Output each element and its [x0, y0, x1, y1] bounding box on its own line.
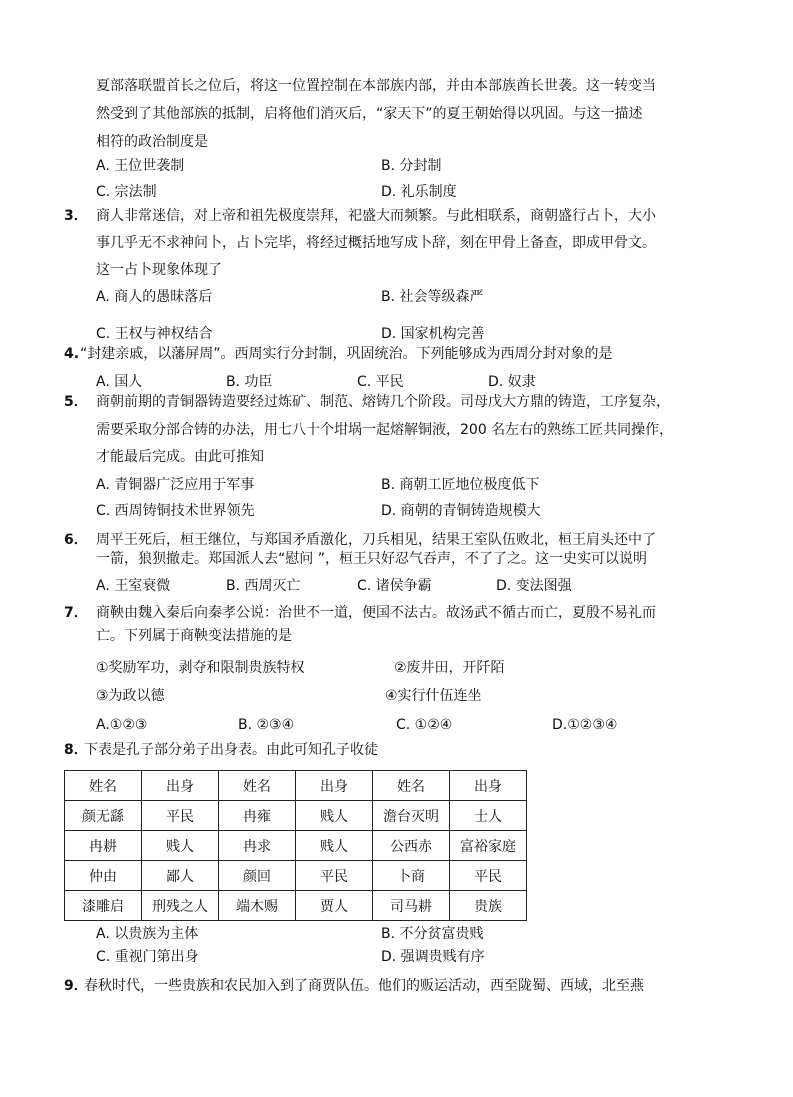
q2-line-2: 然受到了其他部族的抵制，启将他们消灭后，“家天下”的夏王朝始得以巩固。与这一描述 [96, 106, 643, 122]
q2-line-1: 夏部落联盟首长之位后，将这一位置控制在本部族内部，并由本部族酋长世袭。这一转变当 [96, 78, 656, 94]
q4-option-d: D. 奴隶 [488, 374, 536, 390]
q3-option-d: D. 国家机构完善 [381, 326, 485, 342]
q2-option-c: C. 宗法制 [96, 184, 157, 200]
q3-option-a: A. 商人的愚昧落后 [96, 289, 213, 305]
q9-line-1: 春秋时代，一些贵族和农民加入到了商贾队伍。他们的贩运活动，西至陇蜀、西域，北至燕 [84, 978, 644, 994]
q4-option-a: A. 国人 [96, 374, 143, 390]
q8-option-d: D. 强调贵贱有序 [381, 949, 485, 965]
q4-option-c: C. 平民 [357, 374, 404, 390]
table-cell: 刑残之人 [142, 891, 219, 921]
table-cell: 颜回 [219, 861, 296, 891]
q6-option-c: C. 诸侯争霸 [357, 578, 432, 594]
q6-line-2: 一箭，狼狈撤走。郑国派人去“慰问 ”，桓王只好忍气吞声，不了了之。这一史实可以说明 [96, 551, 647, 567]
table-row [65, 861, 527, 891]
table-cell: 冉雍 [219, 801, 296, 831]
q5-option-b: B. 商朝工匠地位极度低下 [381, 477, 540, 493]
q4-number: 4. [64, 346, 80, 362]
table-row [65, 891, 527, 921]
table-header-cell: 姓名 [219, 771, 296, 801]
table-cell: 贵族 [450, 891, 527, 921]
table-cell: 鄙人 [142, 861, 219, 891]
table-cell: 士人 [450, 801, 527, 831]
q7-item-4: ④实行什伍连坐 [385, 688, 482, 704]
table-cell: 公西赤 [373, 831, 450, 861]
table-cell: 平民 [142, 801, 219, 831]
q9-number: 9． [64, 978, 88, 994]
q7-option-a: A.①②③ [96, 717, 148, 733]
table-header-cell: 出身 [450, 771, 527, 801]
table-cell: 颜无繇 [65, 801, 142, 831]
disciples-table [64, 770, 527, 921]
q8-number: 8． [64, 742, 88, 758]
q5-option-a: A. 青铜器广泛应用于军事 [96, 477, 255, 493]
q3-option-b: B. 社会等级森严 [381, 289, 484, 305]
q5-line-2: 需要采取分部合铸的办法，用七八十个坩埚一起熔解铜液，200 名左右的熟练工匠共同操作， [96, 422, 674, 438]
table-cell: 澹台灭明 [373, 801, 450, 831]
q7-number: 7． [64, 605, 88, 621]
q7-item-3: ③为政以德 [96, 688, 165, 704]
q6-number: 6． [64, 532, 88, 548]
q3-option-c: C. 王权与神权结合 [96, 326, 213, 342]
q4-option-b: B. 功臣 [226, 374, 273, 390]
table-cell: 贱人 [142, 831, 219, 861]
table-cell: 卜商 [373, 861, 450, 891]
q2-option-b: B. 分封制 [381, 158, 442, 174]
q8-option-a: A. 以贵族为主体 [96, 926, 199, 942]
q5-line-1: 商朝前期的青铜器铸造要经过炼矿、制范、熔铸几个阶段。司母戊大方鼎的铸造，工序复杂， [96, 394, 670, 410]
q8-option-c: C. 重视门第出身 [96, 949, 199, 965]
q5-number: 5． [64, 394, 88, 410]
table-header-cell: 姓名 [65, 771, 142, 801]
table-row [65, 801, 527, 831]
q7-line-1: 商鞅由魏入秦后向秦孝公说：治世不一道，便国不法古。故汤武不循古而亡，夏殷不易礼而 [96, 605, 656, 621]
q2-option-a: A. 王位世袭制 [96, 158, 185, 174]
table-header-row [65, 771, 527, 801]
q7-item-1: ①奖励军功，剥夺和限制贵族特权 [96, 660, 305, 676]
table-header-cell: 姓名 [373, 771, 450, 801]
table-cell: 漆雕启 [65, 891, 142, 921]
q7-option-c: C. ①②④ [396, 717, 453, 733]
q7-option-d: D.①②③④ [552, 717, 618, 733]
table-header-cell: 出身 [296, 771, 373, 801]
q5-option-c: C. 西周铸铜技术世界领先 [96, 503, 255, 519]
q5-line-3: 才能最后完成。由此可推知 [96, 449, 264, 465]
table-header-cell: 出身 [142, 771, 219, 801]
table-cell: 富裕家庭 [450, 831, 527, 861]
q4-line-1: “封建亲戚，以藩屏周”。西周实行分封制，巩固统治。下列能够成为西周分封对象的是 [80, 346, 613, 362]
q7-option-b: B. ②③④ [238, 717, 295, 733]
q7-item-2: ②废井田，开阡陌 [394, 660, 505, 676]
table-cell: 冉耕 [65, 831, 142, 861]
q3-line-1: 商人非常迷信，对上帝和祖先极度崇拜，祀盛大而频繁。与此相联系，商朝盛行占卜，大小 [96, 208, 656, 224]
q8-option-b: B. 不分贫富贵贱 [381, 926, 484, 942]
table-cell: 平民 [450, 861, 527, 891]
table-cell: 平民 [296, 861, 373, 891]
q3-line-3: 这一占卜现象体现了 [96, 262, 222, 278]
q6-option-b: B. 西周灭亡 [226, 578, 301, 594]
q7-line-2: 亡。下列属于商鞅变法措施的是 [96, 628, 292, 644]
table-row [65, 831, 527, 861]
table-cell: 仲由 [65, 861, 142, 891]
q2-line-3: 相符的政治制度是 [96, 134, 208, 150]
q6-option-a: A. 王室衰微 [96, 578, 171, 594]
q2-option-d: D. 礼乐制度 [381, 184, 457, 200]
q8-line-1: 下表是孔子部分弟子出身表。由此可知孔子收徒 [84, 742, 378, 758]
q3-line-2: 事几乎无不求神问卜，占卜完毕，将经过概括地写成卜辞，刻在甲骨上备查，即成甲骨文。 [96, 235, 656, 251]
q6-line-1: 周平王死后，桓王继位，与郑国矛盾激化，刀兵相见，结果王室队伍败北，桓王肩头还中了 [96, 532, 656, 548]
table-cell: 贾人 [296, 891, 373, 921]
q6-option-d: D. 变法图强 [496, 578, 572, 594]
table-cell: 贱人 [296, 831, 373, 861]
q3-number: 3． [64, 208, 88, 224]
table-cell: 端木赐 [219, 891, 296, 921]
table-cell: 贱人 [296, 801, 373, 831]
q5-option-d: D. 商朝的青铜铸造规模大 [381, 503, 541, 519]
table-cell: 司马耕 [373, 891, 450, 921]
table-cell: 冉求 [219, 831, 296, 861]
